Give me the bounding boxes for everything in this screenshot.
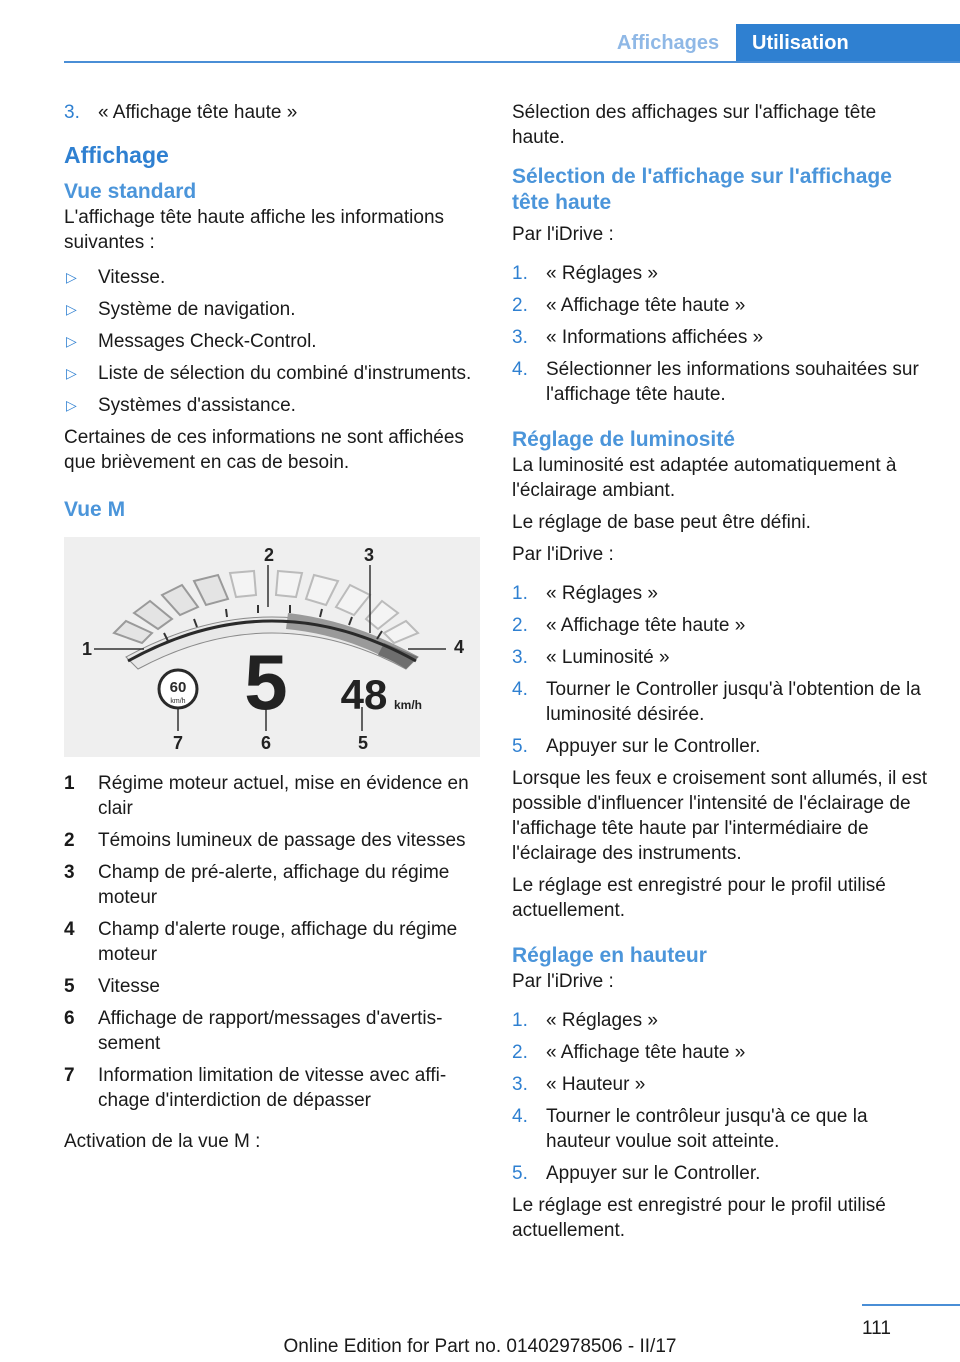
step-item: [512, 677, 928, 727]
step-number: 4.: [512, 1106, 528, 1127]
step-item: [512, 293, 928, 318]
limit-unit: km/h: [170, 698, 186, 705]
bullet-text: Liste de sélection du combiné d'instruments.: [98, 363, 472, 384]
paragraph-activation: Activation de la vue M :: [64, 1131, 261, 1152]
paragraph-certaines: Certaines de ces informations ne sont affichées que brièvement en cas de besoin.: [64, 427, 464, 473]
bullet-triangle-icon: ▷: [66, 333, 77, 349]
callout-6: 6: [261, 733, 272, 753]
legend-text: Affichage de rapport/messages d'avertissement: [98, 1008, 443, 1054]
paragraph-enregistre-2: Le réglage est enregistré pour le profil utilisé actuellement.: [512, 1195, 886, 1241]
heading-hauteur: Réglage en hauteur: [512, 944, 707, 967]
bullet-triangle-icon: ▷: [66, 301, 77, 317]
step-item: [512, 357, 928, 407]
step-item: [512, 645, 928, 670]
legend-row: [64, 974, 480, 999]
list-number: 3.: [64, 102, 80, 123]
gear-indicator: 5: [244, 638, 288, 726]
right-column: [512, 100, 928, 1250]
step-number: 2.: [512, 1042, 528, 1063]
hud-diagram: [64, 537, 480, 757]
header-rule: [64, 61, 960, 63]
step-text: Appuyer sur le Controller.: [546, 1163, 761, 1184]
step-item: [512, 613, 928, 638]
paragraph-intro: L'affichage tête haute affiche les informations suivantes :: [64, 207, 445, 253]
step-number: 3.: [512, 1074, 528, 1095]
legend-text: Champ de pré-alerte, affichage du régime moteur: [98, 862, 450, 908]
footer-rule: [862, 1304, 960, 1306]
step-item: [512, 1040, 928, 1065]
step-item: [512, 1008, 928, 1033]
speed-limit-sign: [159, 670, 197, 708]
heading-affichage: Affichage: [64, 142, 169, 168]
bullet-text: Vitesse.: [98, 267, 166, 288]
limit-value: 60: [169, 679, 187, 696]
step-item: [512, 734, 928, 759]
step-number: 4.: [512, 679, 528, 700]
step-number: 1.: [512, 263, 528, 284]
paragraph-lum-1: La luminosité est adaptée automatiquement à l'éclairage ambiant.: [512, 455, 897, 501]
step-number: 2.: [512, 615, 528, 636]
step-text: « Réglages »: [546, 583, 658, 604]
step-number: 4.: [512, 359, 528, 380]
step-text: Appuyer sur le Controller.: [546, 736, 761, 757]
paragraph-par-idrive-3: Par l'iDrive :: [512, 971, 614, 992]
step-text: « Affichage tête haute »: [546, 615, 746, 636]
step-number: 3.: [512, 327, 528, 348]
bullet-text: Messages Check-Control.: [98, 331, 317, 352]
section-tab: Affichages: [600, 24, 736, 62]
step-number: 5.: [512, 1163, 528, 1184]
step-number: 1.: [512, 1010, 528, 1031]
bullet-item: [64, 265, 480, 290]
legend-number: 7: [64, 1065, 75, 1086]
legend-number: 3: [64, 862, 75, 883]
legend-number: 1: [64, 773, 75, 794]
step-item: [512, 1072, 928, 1097]
legend-row: [64, 860, 480, 910]
step-number: 1.: [512, 583, 528, 604]
list-item: [64, 100, 480, 125]
step-text: « Affichage tête haute »: [546, 1042, 746, 1063]
callout-3: 3: [364, 545, 375, 565]
legend-row: [64, 917, 480, 967]
step-item: [512, 1161, 928, 1186]
heading-vue-m: Vue M: [64, 498, 126, 521]
speed-unit: km/h: [393, 698, 423, 712]
step-text: « Informations affichées »: [546, 327, 764, 348]
bullet-item: [64, 297, 480, 322]
paragraph-par-idrive-1: Par l'iDrive :: [512, 224, 614, 245]
chapter-tab: Utilisation: [736, 24, 960, 62]
step-item: [512, 581, 928, 606]
legend-text: Champ d'alerte rouge, affichage du régime moteur: [98, 919, 458, 965]
legend-number: 4: [64, 919, 75, 940]
edition-text: Online Edition for Part no. 01402978506 - II/17: [283, 1336, 677, 1357]
figure-legend: [64, 771, 480, 1113]
hud-m-view-figure: [64, 537, 480, 757]
legend-text: Témoins lumineux de passage des vitesses: [98, 830, 466, 851]
callout-1: 1: [82, 639, 93, 659]
legend-number: 5: [64, 976, 75, 997]
legend-number: 2: [64, 830, 75, 851]
bullet-item: [64, 393, 480, 418]
step-item: [512, 325, 928, 350]
step-text: « Affichage tête haute »: [546, 295, 746, 316]
bullet-triangle-icon: ▷: [66, 269, 77, 285]
step-text: « Hauteur »: [546, 1074, 646, 1095]
paragraph-feux: Lorsque les feux e croisement sont allumés, il est possible d'influencer l'intensité de l'éclairage de l'affichage tête haute par l'intermédiaire de l'éclairage des instruments.: [512, 768, 928, 864]
step-text: « Réglages »: [546, 263, 658, 284]
callout-2: 2: [264, 545, 275, 565]
bullet-item: [64, 361, 480, 386]
bullet-text: Système de navigation.: [98, 299, 296, 320]
step-text: Tourner le contrôleur jusqu'à ce que la hauteur voulue soit atteinte.: [546, 1106, 868, 1152]
legend-text: Régime moteur actuel, mise en évidence en clair: [98, 773, 469, 819]
legend-text: Vitesse: [98, 976, 160, 997]
heading-vue-standard: Vue standard: [64, 180, 197, 203]
step-number: 3.: [512, 647, 528, 668]
bullet-triangle-icon: ▷: [66, 365, 77, 381]
step-item: [512, 1104, 928, 1154]
paragraph-selection: Sélection des affichages sur l'affichage tête haute.: [512, 102, 877, 148]
step-item: [512, 261, 928, 286]
step-text: Sélectionner les informations souhaitées sur l'affichage tête haute.: [546, 359, 919, 405]
legend-number: 6: [64, 1008, 75, 1029]
left-column: [64, 100, 480, 1161]
callout-5: 5: [358, 733, 369, 753]
step-text: « Luminosité »: [546, 647, 670, 668]
paragraph-lum-2: Le réglage de base peut être défini.: [512, 512, 811, 533]
list-text: « Affichage tête haute »: [98, 102, 298, 123]
bullet-text: Systèmes d'assistance.: [98, 395, 296, 416]
heading-luminosite: Réglage de luminosité: [512, 428, 735, 451]
step-number: 2.: [512, 295, 528, 316]
callout-7: 7: [173, 733, 184, 753]
legend-text: Information limitation de vitesse avec affichage d'interdiction de dépasser: [98, 1065, 447, 1111]
paragraph-enregistre-1: Le réglage est enregistré pour le profil utilisé actuellement.: [512, 875, 886, 921]
paragraph-par-idrive-2: Par l'iDrive :: [512, 544, 614, 565]
step-number: 5.: [512, 736, 528, 757]
page-number: 111: [862, 1318, 891, 1339]
legend-row: [64, 771, 480, 821]
speed-value: 48: [340, 671, 388, 718]
legend-row: [64, 1006, 480, 1056]
legend-row: [64, 828, 480, 853]
bullet-item: [64, 329, 480, 354]
step-text: Tourner le Controller jusqu'à l'obtention de la luminosité désirée.: [546, 679, 921, 725]
callout-4: 4: [454, 637, 465, 657]
footer-edition: [0, 1336, 960, 1358]
bullet-triangle-icon: ▷: [66, 397, 77, 413]
heading-selection: Sélection de l'affichage sur l'affichage tête haute: [512, 165, 892, 214]
page-header: [0, 24, 960, 62]
legend-row: [64, 1063, 480, 1113]
step-text: « Réglages »: [546, 1010, 658, 1031]
